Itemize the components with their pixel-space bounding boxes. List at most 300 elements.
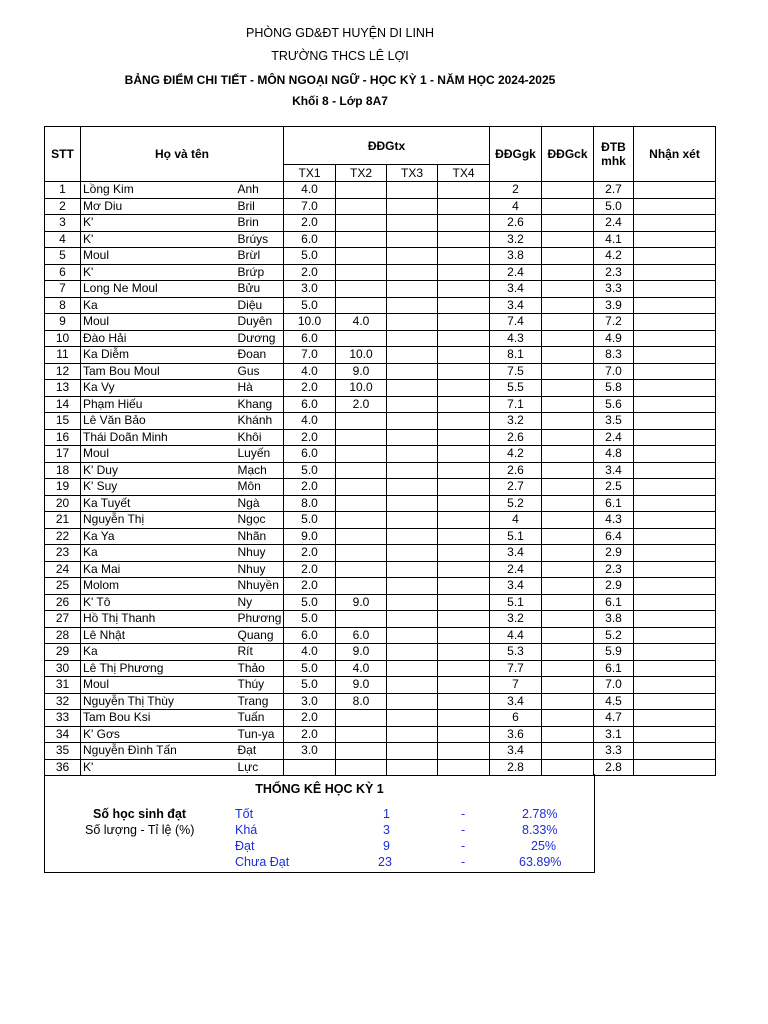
student-given-name: Thảo <box>236 660 284 677</box>
student-stt: 20 <box>45 495 81 512</box>
score-tx3 <box>387 545 438 562</box>
student-row <box>45 347 716 364</box>
student-surname: K' Tô <box>81 594 236 611</box>
student-surname: Phạm Hiếu <box>81 396 236 413</box>
comment-cell <box>634 215 716 232</box>
score-dtb: 6.4 <box>594 528 634 545</box>
student-given-name: Mạch <box>236 462 284 479</box>
student-stt: 31 <box>45 677 81 694</box>
score-ddggk: 5.1 <box>490 528 542 545</box>
score-tx3 <box>387 198 438 215</box>
comment-cell <box>634 743 716 760</box>
comment-cell <box>634 545 716 562</box>
score-tx2 <box>336 413 387 430</box>
department-name: PHÒNG GD&ĐT HUYỆN DI LINH <box>246 26 434 40</box>
student-given-name: Hà <box>236 380 284 397</box>
stats-dash: - <box>461 839 466 853</box>
student-given-name: Brừl <box>236 248 284 265</box>
col-tx4-header: TX4 <box>438 165 490 182</box>
score-tx4 <box>438 644 490 661</box>
score-ddggk: 5.1 <box>490 594 542 611</box>
score-dtb: 3.8 <box>594 611 634 628</box>
score-tx3 <box>387 396 438 413</box>
student-given-name: Quang <box>236 627 284 644</box>
col-ddgtx-header: ĐĐGtx <box>284 127 490 165</box>
score-tx4 <box>438 396 490 413</box>
student-given-name: Nhuyền <box>236 578 284 595</box>
student-given-name: Thúy <box>236 677 284 694</box>
score-tx4 <box>438 578 490 595</box>
score-tx3 <box>387 726 438 743</box>
score-ddggk: 6 <box>490 710 542 727</box>
student-row <box>45 215 716 232</box>
stats-row <box>45 823 594 839</box>
student-row <box>45 380 716 397</box>
comment-cell <box>634 759 716 776</box>
score-tx1: 7.0 <box>284 347 336 364</box>
score-tx1: 5.0 <box>284 297 336 314</box>
comment-cell <box>634 495 716 512</box>
comment-cell <box>634 413 716 430</box>
col-nhanxet-header: Nhận xét <box>634 127 716 182</box>
score-tx1: 2.0 <box>284 578 336 595</box>
score-ddgck <box>542 297 594 314</box>
student-surname: K' <box>81 215 236 232</box>
score-tx3 <box>387 231 438 248</box>
score-tx2 <box>336 743 387 760</box>
score-tx2 <box>336 495 387 512</box>
score-tx2 <box>336 561 387 578</box>
score-tx4 <box>438 429 490 446</box>
score-tx3 <box>387 413 438 430</box>
score-ddgck <box>542 330 594 347</box>
score-ddggk: 3.4 <box>490 743 542 760</box>
student-given-name: Luyến <box>236 446 284 463</box>
score-tx4 <box>438 231 490 248</box>
score-tx2: 10.0 <box>336 380 387 397</box>
score-dtb: 5.9 <box>594 644 634 661</box>
score-tx1: 10.0 <box>284 314 336 331</box>
score-tx3 <box>387 710 438 727</box>
student-given-name: Tuấn <box>236 710 284 727</box>
student-stt: 29 <box>45 644 81 661</box>
student-stt: 12 <box>45 363 81 380</box>
score-dtb: 2.3 <box>594 561 634 578</box>
score-tx1: 2.0 <box>284 545 336 562</box>
score-tx2 <box>336 726 387 743</box>
student-stt: 24 <box>45 561 81 578</box>
score-ddgck <box>542 264 594 281</box>
student-row <box>45 264 716 281</box>
student-given-name: Khánh <box>236 413 284 430</box>
score-dtb: 6.1 <box>594 495 634 512</box>
score-dtb: 8.3 <box>594 347 634 364</box>
student-row <box>45 446 716 463</box>
score-tx2: 4.0 <box>336 660 387 677</box>
comment-cell <box>634 297 716 314</box>
comment-cell <box>634 561 716 578</box>
score-ddggk: 7 <box>490 677 542 694</box>
score-ddggk: 2.7 <box>490 479 542 496</box>
score-tx3 <box>387 644 438 661</box>
score-tx4 <box>438 215 490 232</box>
student-stt: 11 <box>45 347 81 364</box>
score-tx1: 2.0 <box>284 215 336 232</box>
student-row <box>45 545 716 562</box>
score-tx3 <box>387 561 438 578</box>
score-tx4 <box>438 380 490 397</box>
score-tx3 <box>387 611 438 628</box>
score-tx1: 7.0 <box>284 198 336 215</box>
student-surname: Ka Diễm <box>81 347 236 364</box>
student-stt: 18 <box>45 462 81 479</box>
score-tx1: 3.0 <box>284 281 336 298</box>
score-tx2 <box>336 281 387 298</box>
student-surname: Ka Mai <box>81 561 236 578</box>
score-tx1: 5.0 <box>284 677 336 694</box>
score-tx4 <box>438 297 490 314</box>
score-tx4 <box>438 693 490 710</box>
comment-cell <box>634 314 716 331</box>
report-title: BẢNG ĐIỂM CHI TIẾT - MÔN NGOẠI NGỮ - HỌC KỲ 1 - NĂM HỌC 2024-2025 <box>124 73 556 87</box>
score-tx2: 8.0 <box>336 693 387 710</box>
score-tx4 <box>438 594 490 611</box>
student-stt: 9 <box>45 314 81 331</box>
score-dtb: 6.1 <box>594 660 634 677</box>
student-stt: 32 <box>45 693 81 710</box>
score-tx1: 5.0 <box>284 611 336 628</box>
score-tx1: 4.0 <box>284 363 336 380</box>
student-given-name: Lực <box>236 759 284 776</box>
student-given-name: Brứp <box>236 264 284 281</box>
student-stt: 19 <box>45 479 81 496</box>
col-name-header: Họ và tên <box>81 127 284 182</box>
student-given-name: Brúys <box>236 231 284 248</box>
score-tx1: 2.0 <box>284 264 336 281</box>
col-ddgck-header: ĐĐGck <box>542 127 594 182</box>
student-row <box>45 479 716 496</box>
score-ddgck <box>542 462 594 479</box>
score-tx3 <box>387 363 438 380</box>
student-stt: 16 <box>45 429 81 446</box>
score-tx2: 9.0 <box>336 363 387 380</box>
comment-cell <box>634 512 716 529</box>
col-tx2-header: TX2 <box>336 165 387 182</box>
student-row <box>45 611 716 628</box>
score-dtb: 5.0 <box>594 198 634 215</box>
student-given-name: Rít <box>236 644 284 661</box>
col-stt-header: STT <box>45 127 81 182</box>
score-dtb: 2.5 <box>594 479 634 496</box>
score-tx2 <box>336 710 387 727</box>
score-ddgck <box>542 710 594 727</box>
score-tx4 <box>438 281 490 298</box>
stats-level: Khá <box>235 823 258 837</box>
grade-table-body <box>45 182 716 776</box>
score-dtb: 4.5 <box>594 693 634 710</box>
student-given-name: Gus <box>236 363 284 380</box>
score-dtb: 3.1 <box>594 726 634 743</box>
score-tx1: 2.0 <box>284 429 336 446</box>
student-given-name: Ngọc <box>236 512 284 529</box>
student-surname: Moul <box>81 677 236 694</box>
student-stt: 10 <box>45 330 81 347</box>
stats-level: Tốt <box>235 807 254 821</box>
score-tx1: 4.0 <box>284 644 336 661</box>
score-tx4 <box>438 314 490 331</box>
score-tx1: 3.0 <box>284 743 336 760</box>
score-dtb: 4.3 <box>594 512 634 529</box>
score-tx4 <box>438 413 490 430</box>
score-ddgck <box>542 215 594 232</box>
score-tx2 <box>336 528 387 545</box>
score-ddggk: 2 <box>490 182 542 199</box>
student-row <box>45 528 716 545</box>
score-ddgck <box>542 479 594 496</box>
score-ddggk: 2.6 <box>490 215 542 232</box>
score-ddggk: 2.6 <box>490 429 542 446</box>
student-given-name: Tun-ya <box>236 726 284 743</box>
comment-cell <box>634 347 716 364</box>
student-surname: Ka Tuyết <box>81 495 236 512</box>
score-ddgck <box>542 281 594 298</box>
score-ddgck <box>542 413 594 430</box>
student-row <box>45 627 716 644</box>
score-dtb: 4.8 <box>594 446 634 463</box>
student-given-name: Khang <box>236 396 284 413</box>
score-tx2 <box>336 479 387 496</box>
score-tx4 <box>438 446 490 463</box>
score-tx3 <box>387 281 438 298</box>
score-tx4 <box>438 264 490 281</box>
score-tx3 <box>387 462 438 479</box>
score-tx1: 9.0 <box>284 528 336 545</box>
student-stt: 4 <box>45 231 81 248</box>
score-ddgck <box>542 446 594 463</box>
student-stt: 7 <box>45 281 81 298</box>
score-ddgck <box>542 545 594 562</box>
student-given-name: Nhuy <box>236 561 284 578</box>
student-stt: 23 <box>45 545 81 562</box>
score-ddgck <box>542 182 594 199</box>
student-row <box>45 644 716 661</box>
score-tx3 <box>387 297 438 314</box>
student-row <box>45 281 716 298</box>
comment-cell <box>634 248 716 265</box>
student-row <box>45 396 716 413</box>
score-dtb: 7.2 <box>594 314 634 331</box>
student-row <box>45 660 716 677</box>
student-stt: 21 <box>45 512 81 529</box>
score-dtb: 4.1 <box>594 231 634 248</box>
score-ddgck <box>542 512 594 529</box>
score-ddggk: 3.4 <box>490 578 542 595</box>
student-given-name: Ny <box>236 594 284 611</box>
student-stt: 34 <box>45 726 81 743</box>
score-tx4 <box>438 462 490 479</box>
score-tx3 <box>387 330 438 347</box>
student-given-name: Trang <box>236 693 284 710</box>
score-tx1: 5.0 <box>284 248 336 265</box>
student-surname: Molom <box>81 578 236 595</box>
student-surname: Nguyễn Đình Tấn <box>81 743 236 760</box>
student-row <box>45 677 716 694</box>
student-surname: Ka <box>81 644 236 661</box>
stats-dash: - <box>461 807 466 821</box>
student-row <box>45 693 716 710</box>
score-tx2 <box>336 264 387 281</box>
score-ddggk: 3.2 <box>490 231 542 248</box>
student-row <box>45 594 716 611</box>
student-stt: 13 <box>45 380 81 397</box>
student-given-name: Bửu <box>236 281 284 298</box>
score-tx2 <box>336 330 387 347</box>
score-ddggk: 7.5 <box>490 363 542 380</box>
score-dtb: 7.0 <box>594 363 634 380</box>
score-ddggk: 5.3 <box>490 644 542 661</box>
score-ddggk: 3.8 <box>490 248 542 265</box>
student-surname: Ka <box>81 545 236 562</box>
score-ddggk: 3.4 <box>490 693 542 710</box>
student-surname: Ka Vy <box>81 380 236 397</box>
student-given-name: Khôi <box>236 429 284 446</box>
score-tx2 <box>336 611 387 628</box>
score-tx2 <box>336 297 387 314</box>
score-ddggk: 2.4 <box>490 561 542 578</box>
score-tx2 <box>336 248 387 265</box>
stats-label-passed: Số học sinh đạt <box>93 807 187 821</box>
student-surname: Thái Doãn Minh <box>81 429 236 446</box>
score-tx3 <box>387 264 438 281</box>
student-surname: Tam Bou Ksi <box>81 710 236 727</box>
score-ddggk: 3.4 <box>490 281 542 298</box>
stats-percent: 25% <box>531 839 557 853</box>
student-stt: 15 <box>45 413 81 430</box>
student-stt: 30 <box>45 660 81 677</box>
student-surname: Lồng Kim <box>81 182 236 199</box>
score-ddgck <box>542 644 594 661</box>
score-dtb: 3.9 <box>594 297 634 314</box>
score-tx3 <box>387 479 438 496</box>
score-ddggk: 5.5 <box>490 380 542 397</box>
score-tx4 <box>438 248 490 265</box>
score-dtb: 3.5 <box>594 413 634 430</box>
score-dtb: 3.3 <box>594 743 634 760</box>
comment-cell <box>634 396 716 413</box>
score-tx1: 5.0 <box>284 512 336 529</box>
score-tx1: 6.0 <box>284 330 336 347</box>
score-tx1: 4.0 <box>284 413 336 430</box>
score-ddggk: 2.6 <box>490 462 542 479</box>
student-given-name: Phương <box>236 611 284 628</box>
score-tx3 <box>387 495 438 512</box>
student-row <box>45 726 716 743</box>
score-tx1: 2.0 <box>284 380 336 397</box>
student-surname: Moul <box>81 314 236 331</box>
student-surname: Tam Bou Moul <box>81 363 236 380</box>
stats-row <box>45 839 594 855</box>
score-tx4 <box>438 479 490 496</box>
score-tx3 <box>387 528 438 545</box>
score-ddgck <box>542 363 594 380</box>
score-tx4 <box>438 528 490 545</box>
student-stt: 26 <box>45 594 81 611</box>
score-ddggk: 8.1 <box>490 347 542 364</box>
score-dtb: 7.0 <box>594 677 634 694</box>
score-ddgck <box>542 611 594 628</box>
student-given-name: Đạt <box>236 743 284 760</box>
score-tx4 <box>438 545 490 562</box>
score-ddgck <box>542 743 594 760</box>
student-surname: Ka <box>81 297 236 314</box>
student-surname: Lê Thị Phương <box>81 660 236 677</box>
student-row <box>45 413 716 430</box>
class-title: Khối 8 - Lớp 8A7 <box>292 94 388 108</box>
score-ddggk: 7.1 <box>490 396 542 413</box>
student-given-name: Anh <box>236 182 284 199</box>
comment-cell <box>634 528 716 545</box>
score-dtb: 2.9 <box>594 578 634 595</box>
score-tx2 <box>336 462 387 479</box>
score-tx1: 2.0 <box>284 710 336 727</box>
score-tx1: 6.0 <box>284 446 336 463</box>
student-stt: 33 <box>45 710 81 727</box>
student-stt: 2 <box>45 198 81 215</box>
score-tx3 <box>387 743 438 760</box>
score-ddgck <box>542 198 594 215</box>
score-ddgck <box>542 528 594 545</box>
score-dtb: 5.8 <box>594 380 634 397</box>
score-dtb: 4.7 <box>594 710 634 727</box>
score-tx1: 3.0 <box>284 693 336 710</box>
score-tx2 <box>336 231 387 248</box>
student-row <box>45 743 716 760</box>
student-stt: 3 <box>45 215 81 232</box>
comment-cell <box>634 693 716 710</box>
comment-cell <box>634 198 716 215</box>
student-stt: 35 <box>45 743 81 760</box>
student-row <box>45 231 716 248</box>
score-tx3 <box>387 578 438 595</box>
student-given-name: Đoan <box>236 347 284 364</box>
score-ddgck <box>542 314 594 331</box>
col-ddggk-header: ĐĐGgk <box>490 127 542 182</box>
comment-cell <box>634 264 716 281</box>
score-tx3 <box>387 314 438 331</box>
stats-percent: 63.89% <box>519 855 562 869</box>
student-stt: 25 <box>45 578 81 595</box>
comment-cell <box>634 462 716 479</box>
comment-cell <box>634 330 716 347</box>
score-tx2 <box>336 429 387 446</box>
score-ddggk: 7.4 <box>490 314 542 331</box>
score-tx1: 5.0 <box>284 462 336 479</box>
comment-cell <box>634 644 716 661</box>
student-row <box>45 297 716 314</box>
score-tx3 <box>387 380 438 397</box>
score-tx2 <box>336 545 387 562</box>
score-tx1: 6.0 <box>284 396 336 413</box>
student-stt: 27 <box>45 611 81 628</box>
student-row <box>45 561 716 578</box>
student-row <box>45 330 716 347</box>
comment-cell <box>634 446 716 463</box>
stats-count: 1 <box>383 807 390 821</box>
comment-cell <box>634 677 716 694</box>
comment-cell <box>634 363 716 380</box>
score-tx2 <box>336 182 387 199</box>
score-ddgck <box>542 396 594 413</box>
